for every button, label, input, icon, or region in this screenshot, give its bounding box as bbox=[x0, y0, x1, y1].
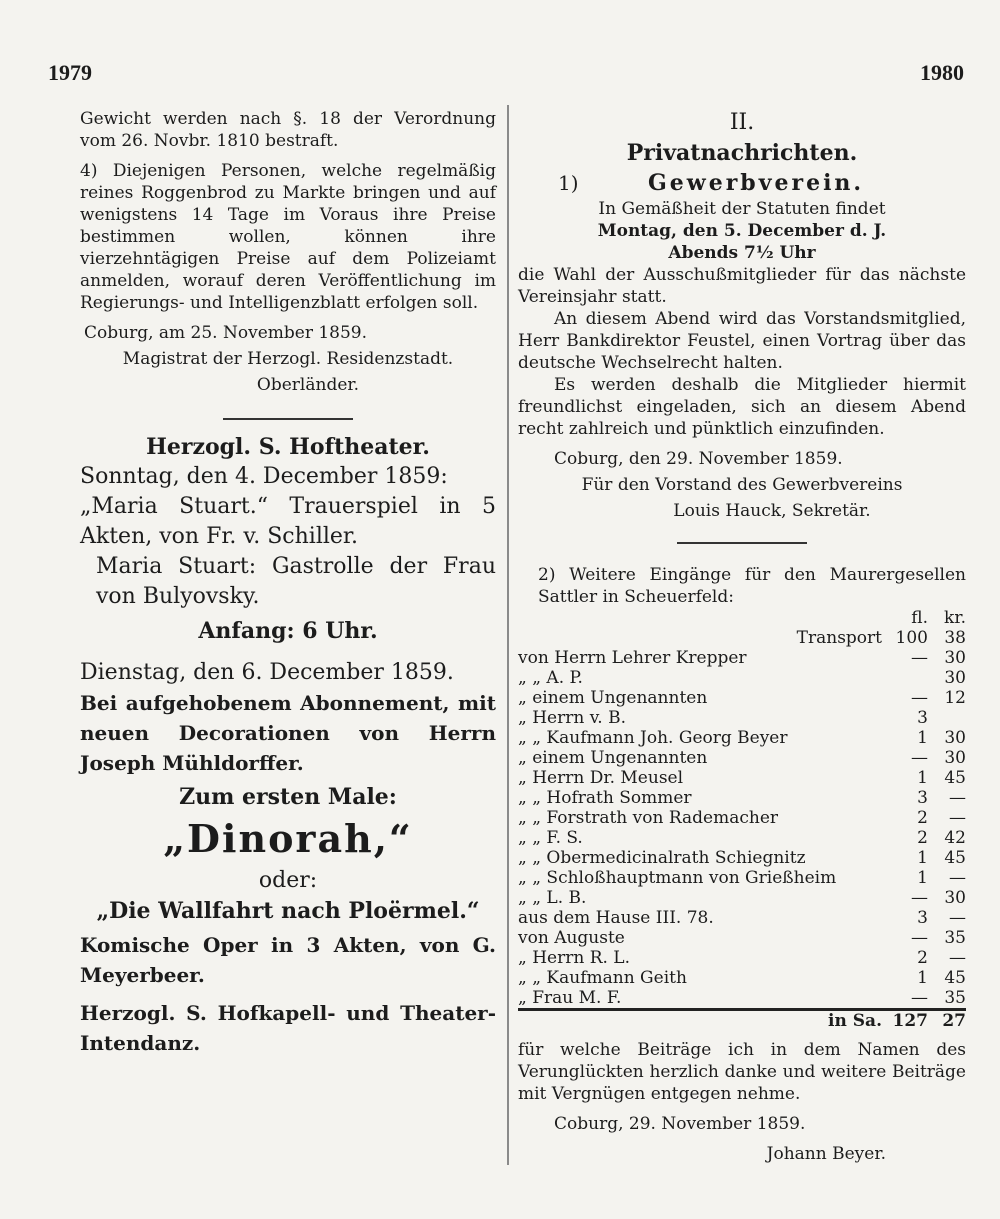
donation-label: „ Herrn v. B. bbox=[518, 708, 626, 728]
opera-subtitle: „Die Wallfahrt nach Ploërmel.“ bbox=[96, 898, 480, 924]
start-time: Anfang: 6 Uhr. bbox=[198, 618, 378, 644]
table-row bbox=[518, 768, 966, 788]
opera-info: Komische Oper in 3 Akten, von G. Meyerbeer. bbox=[80, 933, 496, 987]
table-row bbox=[518, 808, 966, 828]
donation-label: „ Herrn R. L. bbox=[518, 948, 631, 968]
donation-label: „ „ Hofrath Sommer bbox=[518, 788, 692, 808]
donation-kr: 35 bbox=[944, 988, 966, 1008]
donation-kr: 30 bbox=[944, 648, 966, 668]
donation-header-row bbox=[518, 608, 966, 628]
sum-label: in Sa. bbox=[828, 1011, 882, 1031]
donation-fl: — bbox=[911, 928, 928, 948]
table-row bbox=[518, 928, 966, 948]
donation-kr: 45 bbox=[944, 768, 966, 788]
donation-fl: 1 bbox=[917, 868, 928, 888]
guest-role: Maria Stuart: Gastrolle der Frau von Bulyovsky. bbox=[96, 554, 496, 609]
donation-fl: 2 bbox=[917, 808, 928, 828]
tuesday-date: Dienstag, den 6. December 1859. bbox=[80, 660, 454, 685]
column-divider bbox=[507, 105, 509, 1165]
donation-fl: — bbox=[911, 748, 928, 768]
lecture-paragraph: An diesem Abend wird das Vorstandsmitglied, Herr Bankdirektor Feustel, einen Vortrag über das deutsche Wechselrecht halten. bbox=[518, 309, 966, 373]
table-row bbox=[518, 988, 966, 1010]
table-row bbox=[518, 728, 966, 748]
table-row bbox=[518, 948, 966, 968]
sum-kr: 27 bbox=[942, 1011, 966, 1031]
first-time: Zum ersten Male: bbox=[179, 784, 397, 810]
donation-kr: — bbox=[949, 868, 966, 888]
donation-fl: — bbox=[911, 988, 928, 1008]
sum-fl: 127 bbox=[892, 1011, 928, 1031]
donation-fl: 1 bbox=[917, 768, 928, 788]
column-fl: fl. bbox=[911, 608, 928, 628]
donation-label: „ „ Obermedicinalrath Schiegnitz bbox=[518, 848, 806, 868]
donation-label: „ „ Schloßhauptmann von Grießheim bbox=[518, 868, 837, 888]
table-row bbox=[518, 688, 966, 708]
donation-fl: 3 bbox=[917, 708, 928, 728]
donation-fl: — bbox=[911, 888, 928, 908]
separator-rule bbox=[223, 418, 353, 420]
date-line-right: Coburg, den 29. November 1859. bbox=[554, 449, 843, 469]
column-kr: kr. bbox=[944, 608, 966, 628]
table-row bbox=[518, 848, 966, 868]
separator-rule-right bbox=[677, 542, 807, 544]
invitation-paragraph: Es werden deshalb die Mitglieder hiermit freundlichst eingeladen, sich an diesem Abend recht zahlreich und pünktlich einzufinden. bbox=[518, 375, 966, 439]
meeting-line-2: Montag, den 5. December d. J. bbox=[597, 221, 887, 241]
donation-kr: — bbox=[949, 788, 966, 808]
item-2-intro: 2) Weitere Eingänge für den Maurergesellen Sattler in Scheuerfeld: bbox=[538, 565, 966, 607]
continued-paragraph: Gewicht werden nach §. 18 der Verordnung vom 26. Novbr. 1810 bestraft. bbox=[80, 109, 496, 151]
donation-label: „ „ A. P. bbox=[518, 668, 583, 688]
table-row bbox=[518, 968, 966, 988]
donation-kr: — bbox=[949, 948, 966, 968]
opera-title: „Dinorah,“ bbox=[163, 816, 413, 861]
donation-kr: 42 bbox=[944, 828, 966, 848]
play-title: „Maria Stuart.“ Trauerspiel in 5 Akten, von Fr. v. Schiller. bbox=[80, 494, 496, 549]
date-line-right-2: Coburg, 29. November 1859. bbox=[554, 1114, 806, 1134]
theater-title: Herzogl. S. Hoftheater. bbox=[146, 434, 430, 460]
donation-fl: 2 bbox=[917, 828, 928, 848]
donation-kr: 45 bbox=[944, 848, 966, 868]
meeting-line-3: Abends 7½ Uhr bbox=[668, 243, 816, 263]
table-row bbox=[518, 708, 966, 728]
right-column bbox=[518, 108, 966, 1165]
donation-label: „ „ Kaufmann Geith bbox=[518, 968, 687, 988]
donation-label: „ „ Kaufmann Joh. Georg Beyer bbox=[518, 728, 788, 748]
authority: Magistrat der Herzogl. Residenzstadt. bbox=[122, 349, 454, 369]
section-title: Privatnachrichten. bbox=[626, 140, 858, 166]
donation-fl: — bbox=[911, 648, 928, 668]
meeting-line-4: die Wahl der Ausschußmitglieder für das nächste Vereinsjahr statt. bbox=[518, 265, 966, 307]
donation-fl: 100 bbox=[895, 628, 928, 648]
donation-fl: 3 bbox=[917, 788, 928, 808]
donation-sum-row bbox=[518, 1010, 966, 1032]
decorations-note: Bei aufgehobenem Abonnement, mit neuen Decorationen von Herrn Joseph Mühldorffer. bbox=[80, 691, 496, 775]
donation-fl: 1 bbox=[917, 968, 928, 988]
donation-fl: 2 bbox=[917, 948, 928, 968]
signer-right: Johann Beyer. bbox=[766, 1144, 886, 1164]
page-number-left: 1979 bbox=[48, 60, 92, 85]
left-column bbox=[80, 108, 496, 1058]
table-row bbox=[518, 868, 966, 888]
donation-label: „ Herrn Dr. Meusel bbox=[518, 768, 684, 788]
donation-kr: 30 bbox=[944, 668, 966, 688]
donation-fl bbox=[892, 668, 928, 688]
donation-label: Transport bbox=[796, 628, 882, 648]
table-row bbox=[518, 748, 966, 768]
table-row bbox=[518, 628, 966, 648]
section-number: II. bbox=[729, 110, 755, 135]
date-line: Coburg, am 25. November 1859. bbox=[84, 323, 368, 343]
donation-fl: 3 bbox=[917, 908, 928, 928]
item-1-title: Gewerbverein. bbox=[648, 170, 865, 196]
donation-kr: 30 bbox=[944, 748, 966, 768]
donation-kr: 45 bbox=[944, 968, 966, 988]
table-row bbox=[518, 648, 966, 668]
donation-label: „ „ F. S. bbox=[518, 828, 583, 848]
table-row bbox=[518, 908, 966, 928]
donation-label: „ einem Ungenannten bbox=[518, 688, 708, 708]
donation-label: von Auguste bbox=[518, 928, 625, 948]
intendanz: Herzogl. S. Hofkapell- und Theater-Intendanz. bbox=[80, 1001, 496, 1055]
donation-kr: — bbox=[949, 908, 966, 928]
item-1-number: 1) bbox=[558, 171, 579, 195]
donation-fl: — bbox=[911, 688, 928, 708]
donation-fl: 1 bbox=[917, 728, 928, 748]
donation-label: „ einem Ungenannten bbox=[518, 748, 708, 768]
donation-kr: — bbox=[949, 808, 966, 828]
table-row bbox=[518, 668, 966, 688]
donation-kr: 12 bbox=[944, 688, 966, 708]
donation-label: „ „ Forstrath von Rademacher bbox=[518, 808, 779, 828]
oder: oder: bbox=[258, 868, 318, 893]
donation-kr bbox=[928, 708, 966, 728]
donation-fl: 1 bbox=[917, 848, 928, 868]
donation-kr: 38 bbox=[944, 628, 966, 648]
donation-kr: 35 bbox=[944, 928, 966, 948]
meeting-line-1: In Gemäßheit der Statuten findet bbox=[598, 199, 886, 219]
secretary: Louis Hauck, Sekretär. bbox=[673, 501, 871, 521]
item-1-heading bbox=[518, 172, 966, 194]
donation-label: von Herrn Lehrer Krepper bbox=[518, 648, 747, 668]
signer: Oberländer. bbox=[256, 375, 360, 395]
thanks-paragraph: für welche Beiträge ich in dem Namen des Verunglückten herzlich danke und weitere Beiträge mit Vergnügen entgegen nehme. bbox=[518, 1040, 966, 1104]
donation-kr: 30 bbox=[944, 888, 966, 908]
donation-table bbox=[518, 608, 966, 1031]
donation-label: „ Frau M. F. bbox=[518, 988, 622, 1008]
board-line: Für den Vorstand des Gewerbvereins bbox=[581, 475, 903, 495]
donation-kr: 30 bbox=[944, 728, 966, 748]
donation-label: aus dem Hause III. 78. bbox=[518, 908, 714, 928]
page-number-right: 1980 bbox=[920, 60, 964, 85]
donation-label: „ „ L. B. bbox=[518, 888, 587, 908]
sunday-date: Sonntag, den 4. December 1859: bbox=[80, 464, 448, 489]
item-4-paragraph: 4) Diejenigen Personen, welche regelmäßig reines Roggenbrod zu Markte bringen und auf wenigstens 14 Tage im Voraus ihre Preise bestimmen wollen, können ihre vierzehntägigen Preise auf dem Polizeiamt anmelden, worauf deren Veröffentlichung im Regierungs- und Intelligenzblatt erfolgen soll. bbox=[80, 161, 496, 313]
table-row bbox=[518, 828, 966, 848]
table-row bbox=[518, 888, 966, 908]
table-row bbox=[518, 788, 966, 808]
